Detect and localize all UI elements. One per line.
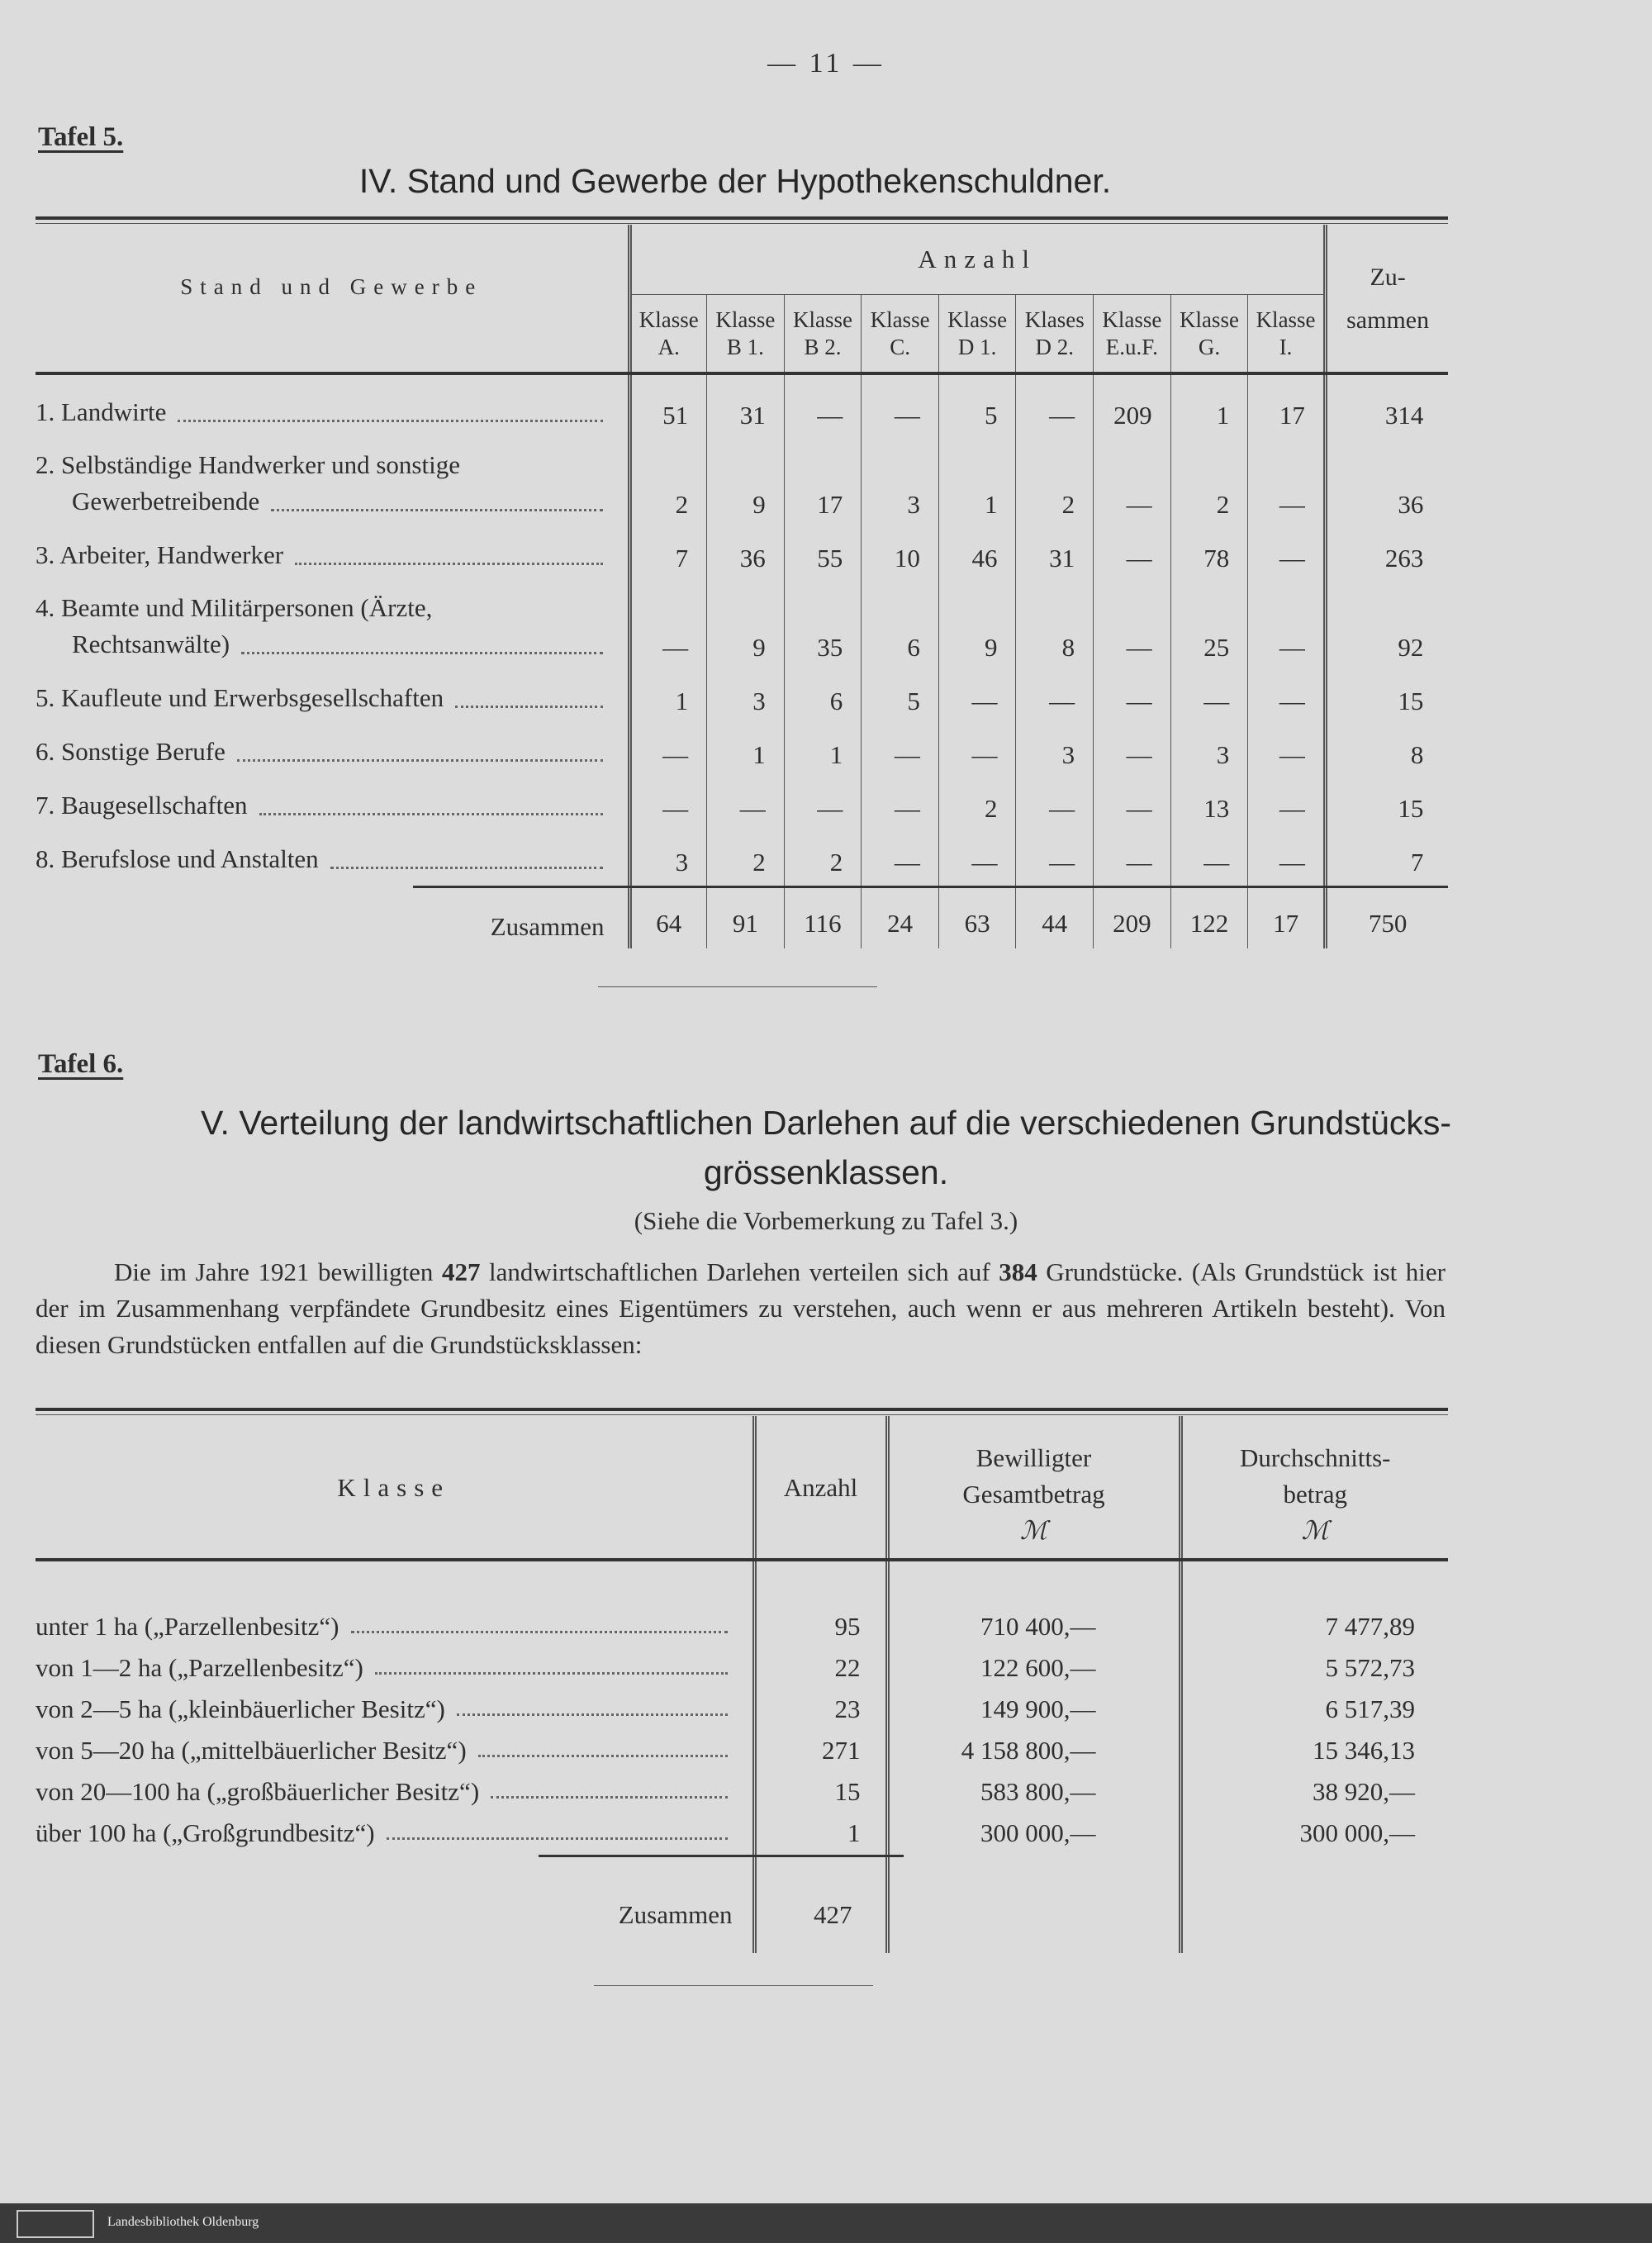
sum-row [36,1854,1448,1953]
cell-gesamt: 149 900,— [887,1689,1180,1730]
row-label-line [36,394,628,430]
cell-value: 6 [784,674,862,728]
sum-value: 122 [1170,889,1248,948]
table-row [36,442,1448,531]
tafel-5-label: Tafel 5. [38,122,124,152]
header-class-5 [1016,294,1094,373]
cell-value: — [1016,782,1094,835]
row-label-line [36,841,628,877]
cell-value: 8 [1016,585,1094,674]
cell-value: — [862,835,939,889]
cell-value: — [862,782,939,835]
spacer-row [36,1558,1448,1606]
header-klasse: Klasse [337,1472,451,1502]
row-label [36,1771,754,1813]
cell-gesamt: 4 158 800,— [887,1730,1180,1771]
stand-gewerbe-table [36,225,1448,948]
cell-value: — [1248,674,1326,728]
paragraph-bold-number: 427 [441,1257,481,1286]
separator-rule [598,986,877,987]
intro-paragraph [36,1254,1446,1363]
cell-value: — [1170,835,1248,889]
cell-value: 31 [1016,531,1094,585]
cell-value: 3 [707,674,785,728]
cell-value: 2 [707,835,785,889]
header-class-2 [784,294,862,373]
cell-total: 263 [1325,531,1448,585]
cell-value: 9 [938,585,1016,674]
tafel-6-title-line1: V. Verteilung der landwirtschaftlichen Darlehen auf die verschiedenen Grundstücks- [200,1104,1452,1142]
table-row [36,1647,1448,1689]
table2-top-rule-thin [36,1414,1448,1415]
header-anzahl: Anzahl [629,225,1325,294]
row-label-text: unter 1 ha („Parzellenbesitz“) [36,1612,339,1641]
empty-cell [887,1854,1180,1953]
row-label-text: von 20—100 ha („großbäuerlicher Besitz“) [36,1777,480,1806]
dot-leader [457,1713,728,1716]
currency-unit: ℳ [1301,1516,1329,1545]
cell-total: 36 [1325,442,1448,531]
library-name: Landesbibliothek Oldenburg [107,2215,259,2229]
table-row [36,835,1448,889]
row-label [36,1813,754,1854]
row-label-line [36,680,628,716]
sum-value: 17 [1248,889,1326,948]
cell-value: — [938,835,1016,889]
table-row [36,531,1448,585]
cell-value: 2 [1170,442,1248,531]
row-label-line [36,626,628,663]
class-code: G. [1198,335,1221,360]
cell-durchschnitt: 300 000,— [1180,1813,1448,1854]
row-label [36,835,629,889]
cell-value: 55 [784,531,862,585]
row-label-line [36,1818,752,1848]
cell-durchschnitt: 6 517,39 [1180,1689,1448,1730]
cell-value: — [1094,531,1171,585]
cell-value: — [1170,674,1248,728]
table-row [36,1730,1448,1771]
row-label-text: 1. Landwirte [36,397,167,426]
row-label-text: über 100 ha („Großgrundbesitz“) [36,1818,375,1847]
row-label-line [36,1653,752,1683]
tafel-5-title: IV. Stand und Gewerbe der Hypothekenschuldner. [358,162,1112,200]
cell-value: 3 [862,442,939,531]
paragraph-text: landwirtschaftlichen Darlehen verteilen sich auf [480,1257,999,1286]
table-row [36,1813,1448,1854]
cell-value: — [862,728,939,782]
row-label [36,531,629,585]
row-label-line [36,1736,752,1765]
cell-value: 1 [784,728,862,782]
cell-gesamt: 710 400,— [887,1606,1180,1647]
cell-total: 15 [1325,674,1448,728]
table-row [36,782,1448,835]
row-label-line [36,1694,752,1724]
cell-value: — [707,782,785,835]
cell-value: 13 [1170,782,1248,835]
row-label [36,442,629,531]
header-zusammen: Zu- sammen [1325,225,1448,373]
cell-value: 3 [1170,728,1248,782]
row-label-text: 2. Selbständige Handwerker und sonstige [36,450,460,479]
header-gesamtbetrag [887,1416,1180,1558]
page-number: — 11 — [767,48,885,78]
cell-value: — [1016,388,1094,442]
dot-leader [491,1795,727,1799]
dot-leader [351,1630,728,1633]
table-row [36,585,1448,674]
cell-value: 25 [1170,585,1248,674]
tafel-6-subtitle: (Siehe die Vorbemerkung zu Tafel 3.) [634,1206,1018,1235]
cell-value: 3 [1016,728,1094,782]
cell-value: 6 [862,585,939,674]
class-code: A. [657,335,680,360]
cell-value: 51 [629,388,707,442]
header-class-0 [629,294,707,373]
header-bottom-rule [36,372,1448,375]
table2-sum-rule [539,1855,904,1857]
sum-value: 91 [707,889,785,948]
dot-leader [241,651,602,654]
table-top-rule-thin [36,223,1448,224]
cell-value: — [1094,782,1171,835]
dot-leader [178,419,602,422]
class-word: Klasse [1256,307,1316,333]
cell-durchschnitt: 15 346,13 [1180,1730,1448,1771]
sum-total: 750 [1325,889,1448,948]
cell-anzahl: 271 [754,1730,887,1771]
cell-value: 1 [1170,388,1248,442]
row-label [36,1689,754,1730]
sum-value: 64 [629,889,707,948]
cell-durchschnitt: 7 477,89 [1180,1606,1448,1647]
table-row [36,388,1448,442]
table2-top-rule [36,1408,1448,1411]
row-label-text: von 2—5 ha („kleinbäuerlicher Besitz“) [36,1694,445,1723]
row-label-text: 7. Baugesellschaften [36,791,248,820]
sum-rule [413,886,1448,888]
row-label-text: von 5—20 ha („mittelbäuerlicher Besitz“) [36,1736,467,1765]
separator-rule [594,1985,873,1986]
cell-value: 46 [938,531,1016,585]
header-durchschnittsbetrag [1180,1416,1448,1558]
dot-leader [387,1837,728,1840]
row-label [36,728,629,782]
cell-value: 17 [1248,388,1326,442]
cell-value: — [1248,531,1326,585]
cell-value: 5 [938,388,1016,442]
cell-value: — [1094,728,1171,782]
cell-value: — [1094,585,1171,674]
row-label-line [36,447,628,483]
cell-value: — [1094,442,1171,531]
header-class-6 [1094,294,1171,373]
cell-value: 9 [707,442,785,531]
cell-value: — [1094,835,1171,889]
cell-gesamt: 122 600,— [887,1647,1180,1689]
dot-leader [478,1754,728,1757]
dot-leader [259,812,603,815]
row-label-line [36,734,628,770]
cell-value: 10 [862,531,939,585]
cell-total: 7 [1325,835,1448,889]
sum-row [36,889,1448,948]
class-word: Klasse [792,307,852,333]
class-word: Klasse [947,307,1008,333]
sum-value: 63 [938,889,1016,948]
sum-label: Zusammen [490,912,605,941]
cell-anzahl: 95 [754,1606,887,1647]
cell-value: — [1094,674,1171,728]
cell-value: — [1016,674,1094,728]
table-top-rule [36,216,1448,220]
cell-value: — [1248,835,1326,889]
cell-value: 209 [1094,388,1171,442]
cell-value: — [862,388,939,442]
class-code: B 2. [804,335,842,360]
header-class-3 [862,294,939,373]
cell-gesamt: 583 800,— [887,1771,1180,1813]
table-row [36,728,1448,782]
class-word: Klasse [870,307,930,333]
cell-value: — [1248,782,1326,835]
class-word: Klasse [715,307,776,333]
header-anzahl: Anzahl [754,1416,887,1558]
footer-bar [0,2203,1652,2243]
row-label [36,388,629,442]
empty-cell [1180,1854,1448,1953]
row-label [36,674,629,728]
row-label-text: 8. Berufslose und Anstalten [36,844,319,873]
row-label-text: Gewerbetreibende [72,487,260,516]
class-code: C. [890,335,910,360]
class-word: Klases [1024,307,1085,333]
cell-value: 1 [938,442,1016,531]
table-row [36,674,1448,728]
sum-value: 116 [784,889,862,948]
sum-value: 209 [1094,889,1171,948]
row-label [36,1647,754,1689]
table2-header-rule [36,1558,1448,1561]
row-label-text: Rechtsanwälte) [72,630,230,658]
cell-value: 78 [1170,531,1248,585]
class-word: Klasse [638,307,699,333]
cell-total: 15 [1325,782,1448,835]
header-class-4 [938,294,1016,373]
cell-value: 5 [862,674,939,728]
class-word: Klasse [1179,307,1239,333]
row-label-line [36,1777,752,1807]
header-class-8 [1248,294,1326,373]
sum-anzahl: 427 [754,1854,887,1953]
cell-value: 3 [629,835,707,889]
cell-value: 2 [629,442,707,531]
library-logo-icon [17,2210,94,2238]
dot-leader [271,508,602,511]
row-label-line [36,537,628,573]
row-label [36,1730,754,1771]
class-code: D 2. [1035,335,1075,360]
cell-value: — [629,728,707,782]
class-code: I. [1279,335,1293,360]
cell-value: — [784,388,862,442]
cell-anzahl: 22 [754,1647,887,1689]
cell-anzahl: 23 [754,1689,887,1730]
row-label [36,782,629,835]
dot-leader [455,705,602,708]
cell-value: 2 [938,782,1016,835]
row-label-text: von 1—2 ha („Parzellenbesitz“) [36,1653,363,1682]
table-row [36,1606,1448,1647]
table-row [36,1771,1448,1813]
cell-total: 92 [1325,585,1448,674]
cell-value: 1 [707,728,785,782]
row-label-text: 4. Beamte und Militärpersonen (Ärzte, [36,593,433,622]
header-gesamtbetrag-label: Bewilligter Gesamtbetrag [962,1443,1105,1509]
cell-gesamt: 300 000,— [887,1813,1180,1854]
header-durchschnitt-label: Durchschnitts- betrag [1239,1443,1391,1509]
cell-value: — [1248,728,1326,782]
spacer-row [36,373,1448,388]
cell-value: 2 [1016,442,1094,531]
cell-value: — [938,674,1016,728]
tafel-6-label: Tafel 6. [38,1049,124,1079]
class-code: E.u.F. [1105,335,1158,360]
dot-leader [295,562,602,565]
currency-unit: ℳ [1019,1516,1048,1545]
row-label-line [36,483,628,520]
dot-leader [375,1671,728,1675]
cell-value: 2 [784,835,862,889]
dot-leader [237,758,603,762]
row-label-line [36,1612,752,1642]
sum-value: 24 [862,889,939,948]
tafel-6-title-line2: grössenklassen. [703,1153,949,1191]
grundstuecksklassen-table [36,1416,1448,1953]
cell-value: 17 [784,442,862,531]
cell-value: — [1016,835,1094,889]
cell-value: 31 [707,388,785,442]
cell-value: 1 [629,674,707,728]
row-label-text: 6. Sonstige Berufe [36,737,225,766]
cell-anzahl: 15 [754,1771,887,1813]
header-class-7 [1170,294,1248,373]
cell-value: 35 [784,585,862,674]
dot-leader [330,866,603,869]
cell-durchschnitt: 38 920,— [1180,1771,1448,1813]
cell-value: 9 [707,585,785,674]
cell-value: — [629,585,707,674]
class-code: B 1. [726,335,764,360]
table-row [36,1689,1448,1730]
header-stand-gewerbe: Stand und Gewerbe [180,273,483,299]
header-class-1 [707,294,785,373]
paragraph-text: Die im Jahre 1921 bewilligten [114,1257,442,1286]
cell-value: — [629,782,707,835]
row-label-line [36,590,628,626]
paragraph-bold-number: 384 [999,1257,1037,1286]
cell-value: — [1248,442,1326,531]
paragraph-text: Grundstücke. (Als Grundstück ist hier der im Zusammenhang verpfändete Grundbesitz eines Eigentümers zu verstehen, auch wenn er aus mehreren Artikeln besteht). Von diesen Grundstücken entfallen auf die Grundstücksklassen: [36,1257,1446,1359]
cell-value: 36 [707,531,785,585]
class-word: Klasse [1102,307,1162,333]
sum-label: Zusammen [618,1900,733,1929]
cell-durchschnitt: 5 572,73 [1180,1647,1448,1689]
row-label-line [36,787,628,824]
cell-total: 314 [1325,388,1448,442]
cell-anzahl: 1 [754,1813,887,1854]
cell-total: 8 [1325,728,1448,782]
cell-value: — [938,728,1016,782]
class-code: D 1. [957,335,997,360]
cell-value: — [1248,585,1326,674]
row-label [36,585,629,674]
cell-value: 7 [629,531,707,585]
cell-value: — [784,782,862,835]
row-label-text: 5. Kaufleute und Erwerbsgesellschaften [36,683,444,712]
row-label [36,1606,754,1647]
row-label-text: 3. Arbeiter, Handwerker [36,540,284,569]
sum-value: 44 [1016,889,1094,948]
